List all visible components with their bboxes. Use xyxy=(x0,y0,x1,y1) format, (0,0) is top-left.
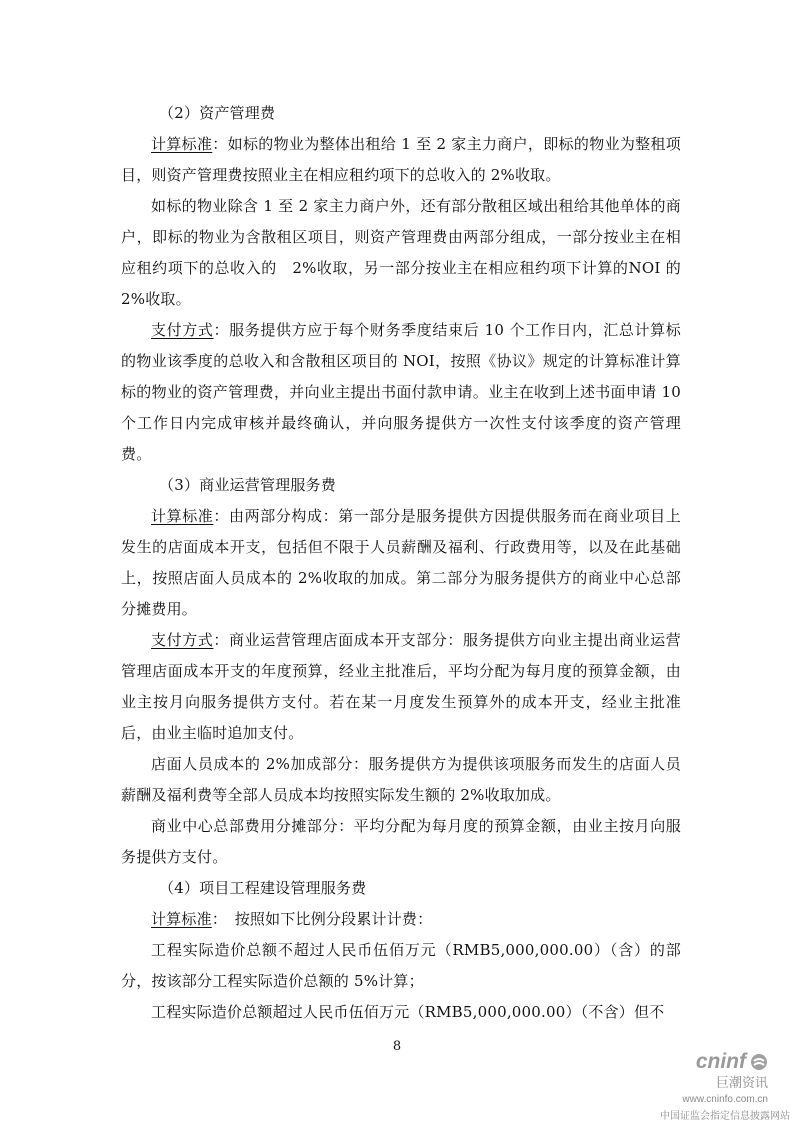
watermark xyxy=(650,1050,790,1122)
page-number: 8 xyxy=(392,1039,402,1054)
cninfo-logo-icon xyxy=(750,1053,768,1071)
logo-text: cninf xyxy=(695,1050,746,1073)
payment-method-label: 支付方式 xyxy=(151,321,214,339)
calc-standard-paragraph: 计算标准： 按照如下比例分段累计计费： xyxy=(151,910,433,928)
section-heading-commercial-operation-fee: （3）商业运营管理服务费 xyxy=(159,476,336,494)
document-body xyxy=(121,98,681,1028)
watermark-subtitle: 巨潮资讯 xyxy=(715,1075,768,1090)
payment-method-paragraph: 支付方式：服务提供方应于每个财务季度结束后 10 个工作日内，汇总计算标的物业该季度的总收入和含散租区项目的 NOI，按照《协议》规定的计算标准计算标的物业的资产管理费，并向业主提出书面付款申请。业主在收到上述书面申请 10 个工作日内完成审核并最终确认，并向服务提供方一次性支付该季度的资产管理费。 xyxy=(121,321,681,463)
payment-method-paragraph: 支付方式：商业运营管理店面成本开支部分：服务提供方向业主提出商业运营管理店面成本开支的年度预算，经业主批准后，平均分配为每月度的预算金额，由业主按月向服务提供方支付。若在某一月度发生预算外的成本开支，经业主批准后，由业主临时追加支付。 xyxy=(121,631,681,742)
calc-standard-label: 计算标准 xyxy=(151,910,212,928)
watermark-site-text: 中国证监会指定信息披露网站 xyxy=(660,1111,790,1122)
body-paragraph: 工程实际造价总额不超过人民币伍佰万元（RMB5,000,000.00）（含）的部分，按该部分工程实际造价总额的 5%计算； xyxy=(121,941,681,990)
section-heading-asset-management-fee: （2）资产管理费 xyxy=(159,104,276,122)
calc-standard-label: 计算标准 xyxy=(151,135,213,153)
calc-standard-paragraph: 计算标准：如标的物业为整体出租给 1 至 2 家主力商户，即标的物业为整租项目，则资产管理费按照业主在相应租约项下的总收入的 2%收取。 xyxy=(121,135,681,184)
body-paragraph: 工程实际造价总额超过人民币伍佰万元（RMB5,000,000.00）（不含）但不 xyxy=(151,1003,665,1021)
calc-standard-paragraph: 计算标准：由两部分构成：第一部分是服务提供方因提供服务而在商业项目上发生的店面成本开支，包括但不限于人员薪酬及福利、行政费用等，以及在此基础上，按照店面人员成本的 2%收取的加成。第二部分为服务提供方的商业中心总部分摊费用。 xyxy=(121,507,681,618)
calc-standard-label: 计算标准 xyxy=(151,507,214,525)
section-heading-construction-management-fee: （4）项目工程建设管理服务费 xyxy=(159,879,367,897)
watermark-url: www.cninfo.com.cn xyxy=(682,1094,768,1105)
body-paragraph: 店面人员成本的 2%加成部分：服务提供方为提供该项服务而发生的店面人员薪酬及福利费等全部人员成本均按照实际发生额的 2%收取加成。 xyxy=(121,755,681,804)
watermark-logo xyxy=(650,1050,790,1074)
body-paragraph: 商业中心总部费用分摊部分：平均分配为每月度的预算金额，由业主按月向服务提供方支付。 xyxy=(121,817,681,866)
body-paragraph: 如标的物业除含 1 至 2 家主力商户外，还有部分散租区域出租给其他单体的商户，即标的物业为含散租区项目，则资产管理费由两部分组成，一部分按业主在相应租约项下的总收入的 2%收取，另一部分按业主在相应租约项下计算的NOI 的 2%收取。 xyxy=(121,197,681,308)
payment-method-label: 支付方式 xyxy=(151,631,214,649)
